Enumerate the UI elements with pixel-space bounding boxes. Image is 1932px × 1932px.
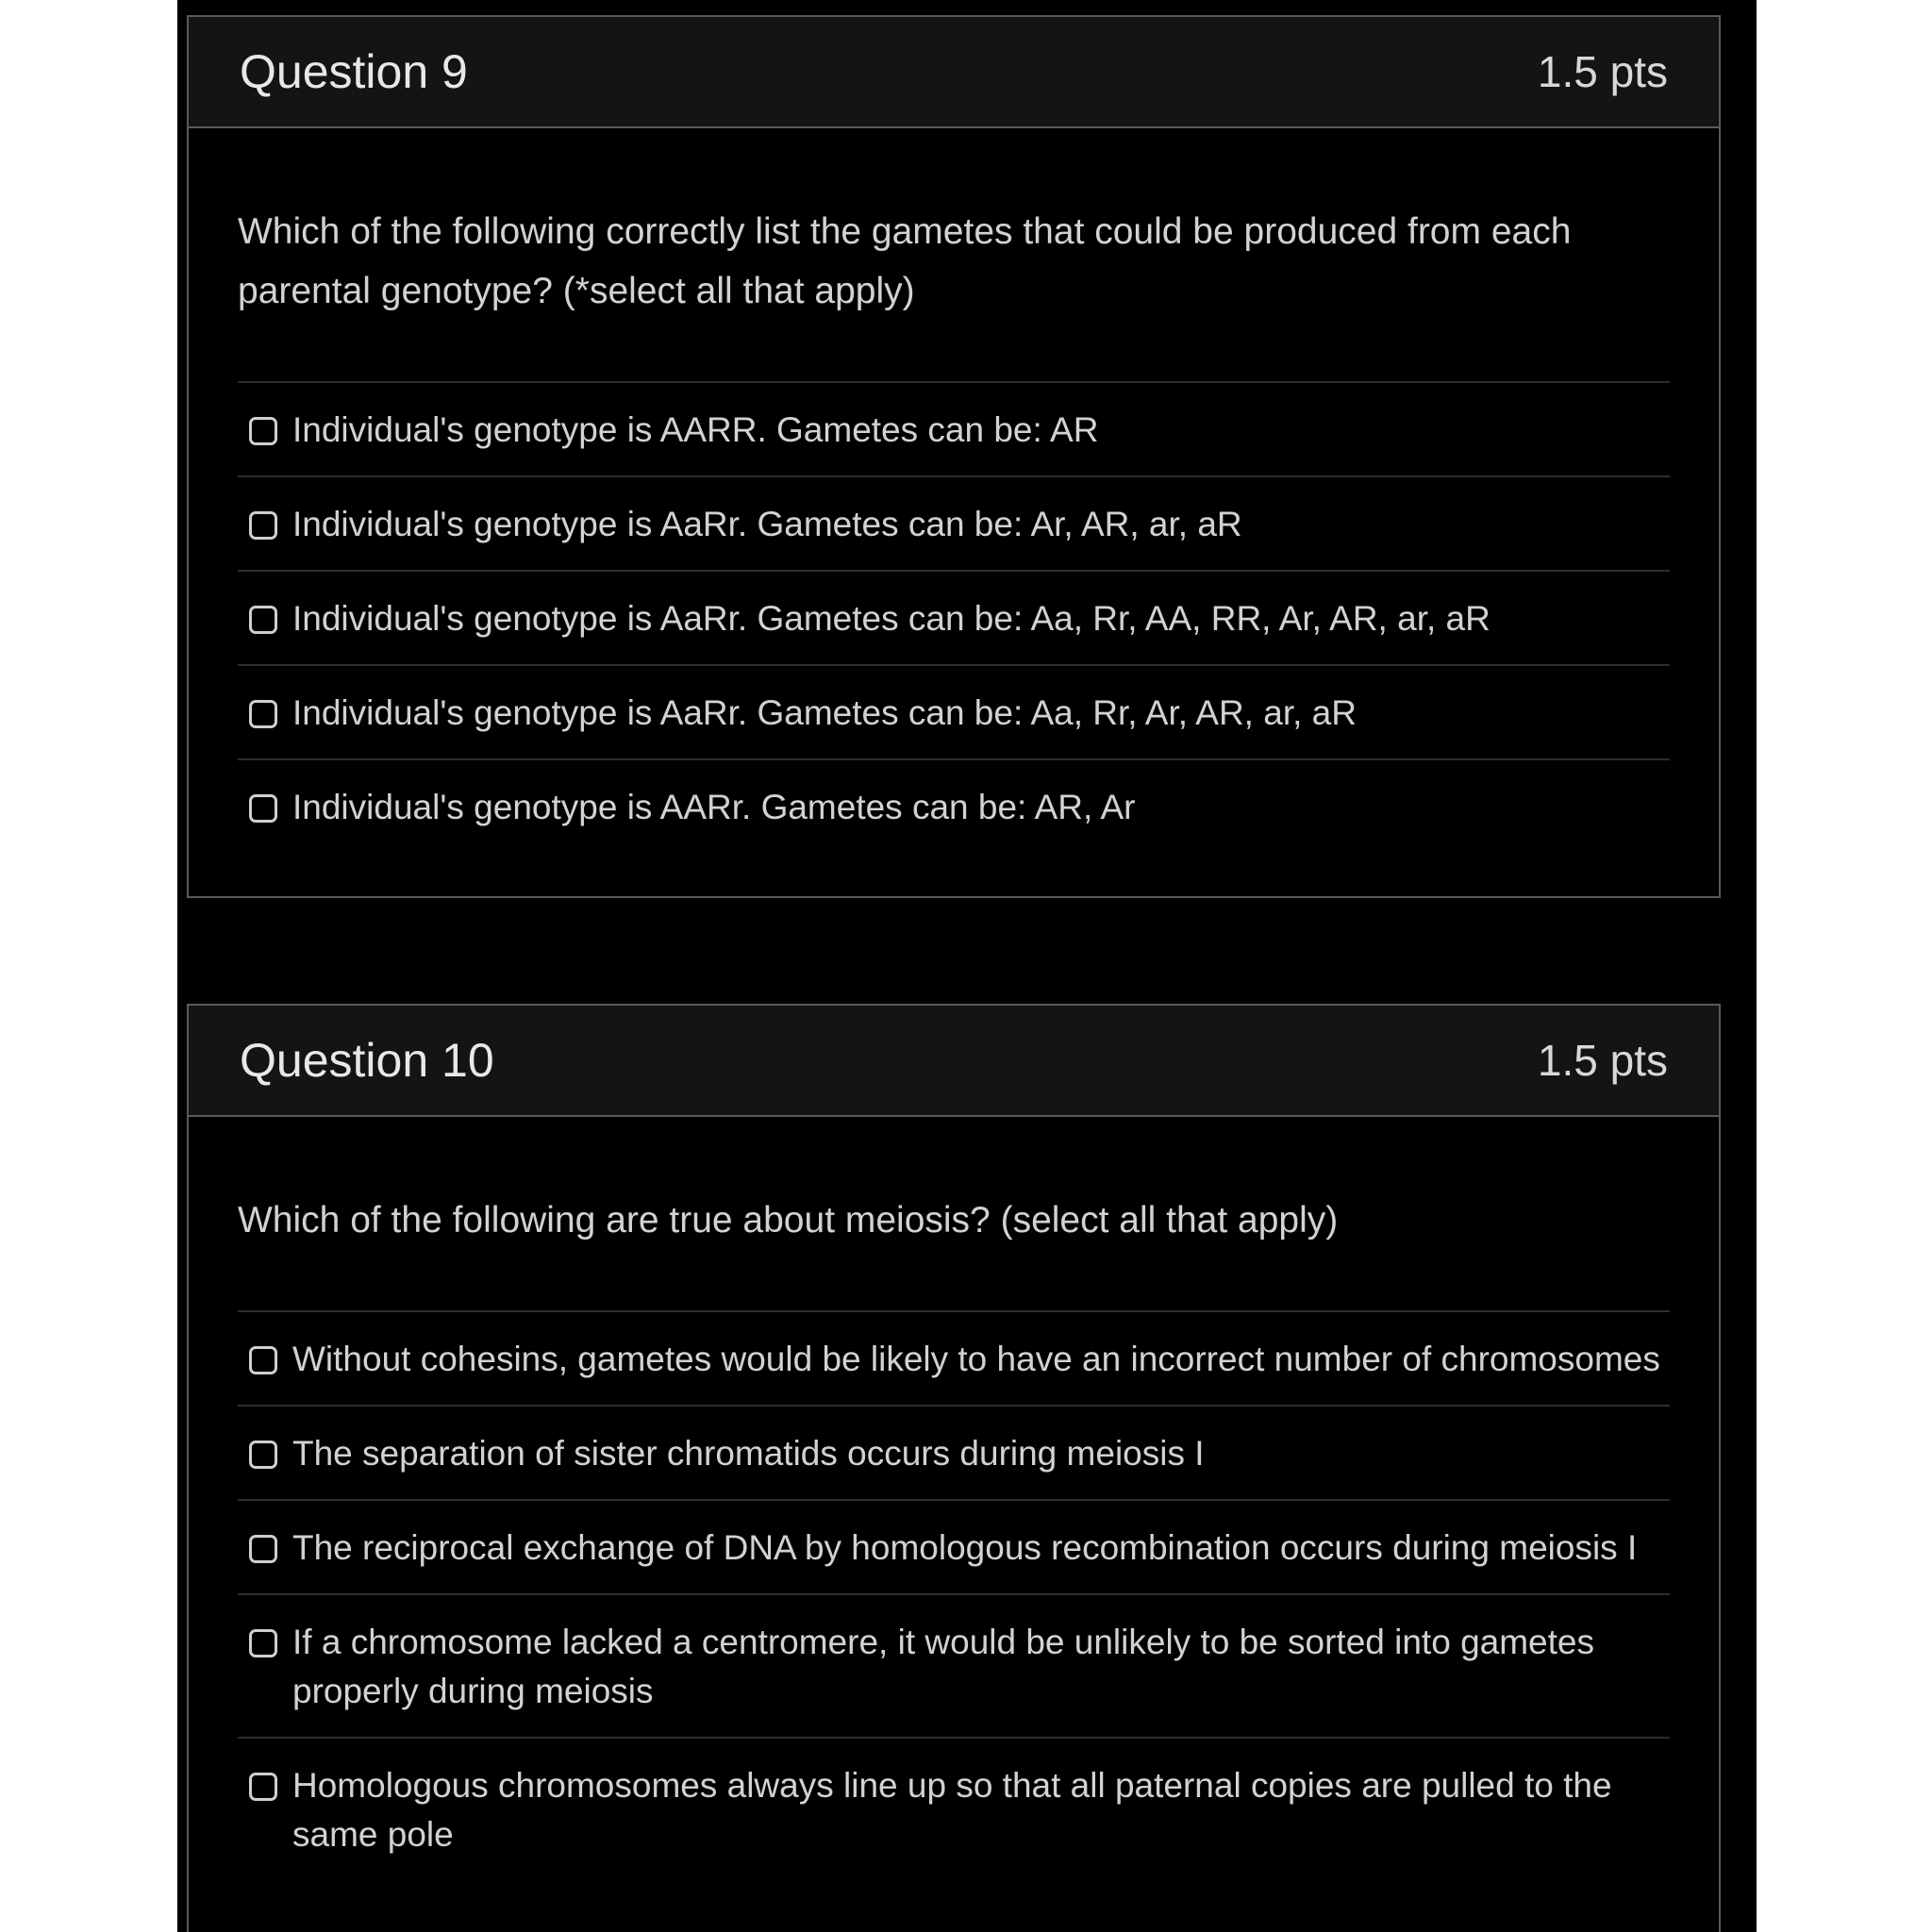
checkbox-icon[interactable] [249, 794, 277, 823]
answer-list [238, 1310, 1670, 1880]
question-title: Question 10 [240, 1034, 494, 1087]
checkbox-icon[interactable] [249, 606, 277, 634]
question-header [189, 17, 1719, 128]
checkbox-icon[interactable] [249, 1535, 277, 1563]
question-10-card [187, 1004, 1721, 1932]
answer-list [238, 381, 1670, 853]
answer-label: Individual's genotype is AaRr. Gametes can be: Aa, Rr, Ar, AR, ar, aR [292, 693, 1357, 732]
answer-option[interactable] [238, 1407, 1670, 1501]
question-points: 1.5 pts [1537, 1036, 1668, 1085]
question-body [189, 128, 1719, 853]
checkbox-icon[interactable] [249, 1773, 277, 1801]
answer-option[interactable] [238, 666, 1670, 760]
answer-option[interactable] [238, 1312, 1670, 1407]
question-body [189, 1117, 1719, 1880]
question-title: Question 9 [240, 45, 468, 98]
checkbox-icon[interactable] [249, 511, 277, 540]
answer-option[interactable] [238, 1595, 1670, 1739]
answer-label: The separation of sister chromatids occurs during meiosis I [292, 1434, 1205, 1473]
answer-label: Individual's genotype is AaRr. Gametes can be: Ar, AR, ar, aR [292, 505, 1242, 543]
answer-option[interactable] [238, 572, 1670, 666]
question-points: 1.5 pts [1537, 47, 1668, 96]
checkbox-icon[interactable] [249, 1441, 277, 1469]
question-header [189, 1006, 1719, 1117]
checkbox-icon[interactable] [249, 417, 277, 445]
checkbox-icon[interactable] [249, 1629, 277, 1657]
answer-label: Homologous chromosomes always line up so that all paternal copies are pulled to the same pole [292, 1766, 1612, 1854]
question-9-card [187, 15, 1721, 898]
answer-option[interactable] [238, 477, 1670, 572]
checkbox-icon[interactable] [249, 1346, 277, 1374]
answer-option[interactable] [238, 760, 1670, 853]
answer-option[interactable] [238, 1739, 1670, 1880]
answer-label: Individual's genotype is AARr. Gametes can be: AR, Ar [292, 788, 1136, 826]
answer-option[interactable] [238, 383, 1670, 477]
answer-label: If a chromosome lacked a centromere, it would be unlikely to be sorted into gametes properly during meiosis [292, 1623, 1594, 1710]
answer-label: The reciprocal exchange of DNA by homologous recombination occurs during meiosis I [292, 1528, 1638, 1567]
question-text: Which of the following are true about meiosis? (select all that apply) [238, 1200, 1339, 1241]
answer-label: Individual's genotype is AARR. Gametes can be: AR [292, 410, 1099, 449]
question-text: Which of the following correctly list the gametes that could be produced from each parental genotype? (*select all that apply) [238, 211, 1572, 311]
answer-label: Individual's genotype is AaRr. Gametes can be: Aa, Rr, AA, RR, Ar, AR, ar, aR [292, 599, 1491, 638]
answer-option[interactable] [238, 1501, 1670, 1595]
checkbox-icon[interactable] [249, 700, 277, 728]
answer-label: Without cohesins, gametes would be likely to have an incorrect number of chromosomes [292, 1340, 1660, 1378]
quiz-screen [177, 0, 1757, 1932]
